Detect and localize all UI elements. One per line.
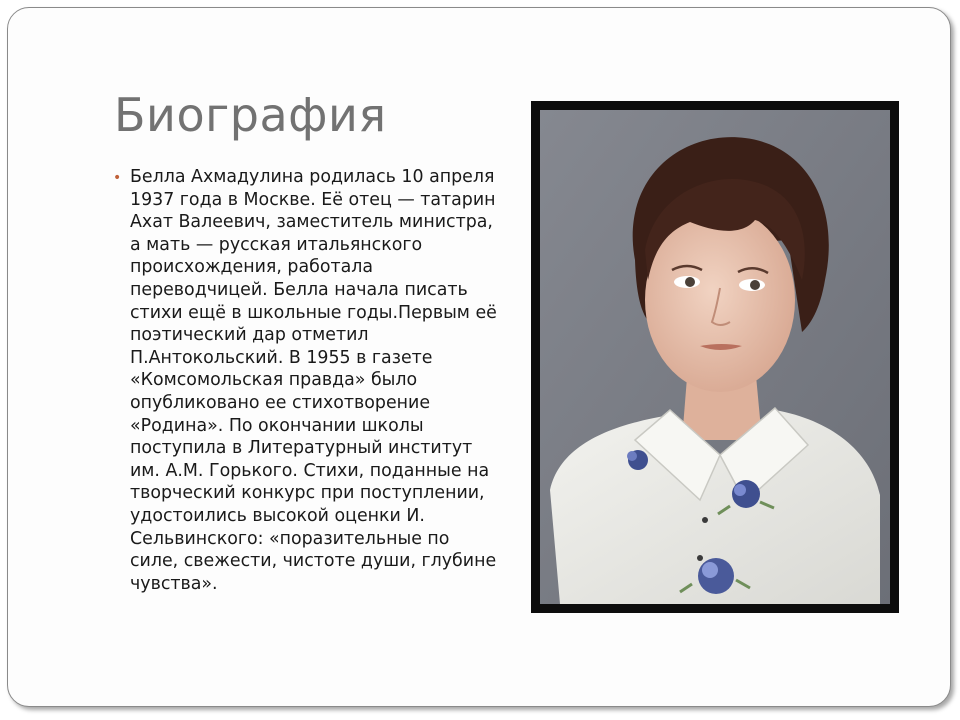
portrait-illustration [540, 110, 890, 604]
bullet-list [112, 166, 502, 595]
portrait-photo [531, 101, 899, 613]
biography-text: Белла Ахмадулина родилась 10 апреля 1937 года в Москве. Её отец — татарин Ахат Валеевич, заместитель министра, а мать — русская итальянского происхождения, работала переводчицей. Белла начала писать стихи ещё в школьные годы.Первым её поэтический дар отметил П.Антокольский. В 1955 в газете «Комсомольская правда» было опубликовано ее стихотворение «Родина». По окончании школы поступила в Литературный институт им. А.М. Горького. Стихи, поданные на творческий конкурс при поступлении, удостоились высокой оценки И. Сельвинского: «поразительные по силе, свежести, чистоте души, глубине чувства». [130, 167, 497, 594]
slide-title: Биография [114, 88, 387, 142]
bullet-icon: • [113, 170, 122, 186]
bullet-item [112, 166, 502, 595]
